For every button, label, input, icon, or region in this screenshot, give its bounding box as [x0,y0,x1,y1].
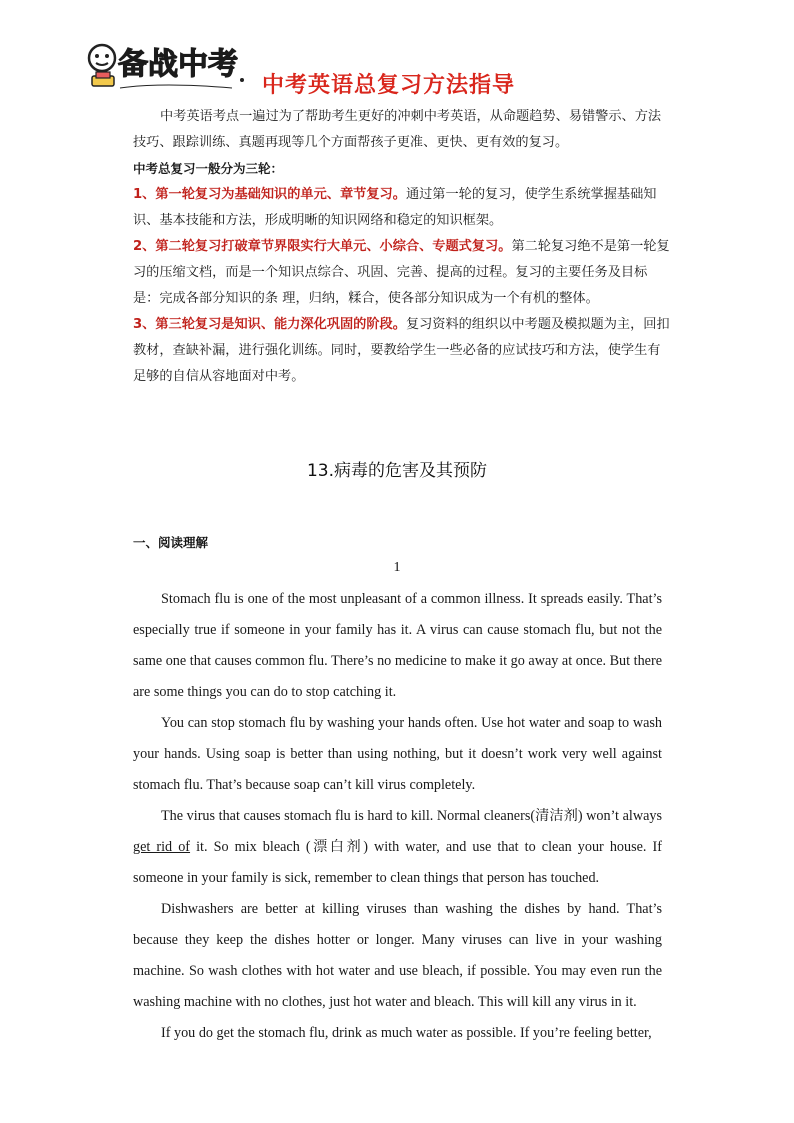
intro-lead: 中考英语考点一遍过为了帮助考生更好的冲刺中考英语，从命题趋势、易错警示、方法技巧、跟踪训练、真题再现等几个方面帮孩子更准、更快、更有效的复习。 [133,109,662,150]
round-3-body: 复习资料的组织以中考题及模拟题为主，回扣教材，查缺补漏，进行强化训练。同时，要教给学生一些必备的应试技巧和方法，使学生有足够的自信从容地面对中考。 [133,317,670,384]
passage-paragraph-1: Stomach flu is one of the most unpleasant of a common illness. It spreads easily. That’s especially true if someone in your family has it. A virus can cause stomach flu, but not the same one that causes common flu. There’s no medicine to make it go away at once. But there are some things you can do to stop catching it. [133,591,662,700]
round-2-heading: 2、第二轮复习打破章节界限实行大单元、小综合、专题式复习。 [133,239,512,254]
document-title: 13.病毒的危害及其预防 [306,461,488,481]
round-3-heading: 3、第三轮复习是知识、能力深化巩固的阶段。 [133,317,406,332]
paragraph-3-part-b: it. So mix bleach (漂白剂) with water, and use that to clean your house. If someone in your family is sick, remember to clean things that person has touched. [133,839,662,886]
passage-paragraph-3 [133,801,662,894]
round-2-body: 第二轮复习绝不是第一轮复习的压缩文档，而是一个知识点综合、巩固、完善、提高的过程。复习的主要任务及目标是：完成各部分知识的条 理，归纳，糅合，使各部分知识成为一个有机的整体。 [133,239,670,306]
reading-passage [133,584,662,1049]
passage-paragraph-5: If you do get the stomach flu, drink as much water as possible. If you’re feeling better, [161,1025,652,1041]
round-3 [133,312,673,390]
round-2 [133,234,673,312]
passage-paragraph-4: Dishwashers are better at killing viruses than washing the dishes by hand. That’s because they keep the dishes hotter or longer. Many viruses can live in your washing machine. So wash clothes with hot water and use bleach, if possible. You may even run the washing machine with no clothes, just hot water and bleach. This will kill any virus in it. [133,901,662,1010]
passage-number: 1 [393,560,401,575]
section-heading: 一、阅读理解 [133,535,209,550]
paragraph-3-part-a: The virus that causes stomach flu is hard to kill. Normal cleaners(清洁剂) won’t always [161,808,662,824]
underlined-phrase: get rid of [133,839,191,855]
round-1-heading: 1、第一轮复习为基础知识的单元、章节复习。 [133,187,406,202]
round-1-body: 通过第一轮的复习，使学生系统掌握基础知识、基本技能和方法，形成明晰的知识网络和稳定的知识框架。 [133,187,657,228]
logo-text: 备战中考 [118,47,238,82]
logo-mascot-icon [89,45,115,86]
logo [82,36,252,100]
header-title: 中考英语总复习方法指导 [262,72,516,97]
intro-section [133,104,673,390]
passage-paragraph-2: You can stop stomach flu by washing your hands often. Use hot water and soap to wash your hands. Using soap is better than using nothing, but it doesn’t work very well against stomach flu. That’s because soap can’t kill virus completely. [133,715,662,793]
rounds-title: 中考总复习一般分为三轮： [133,161,284,176]
round-1 [133,182,673,234]
